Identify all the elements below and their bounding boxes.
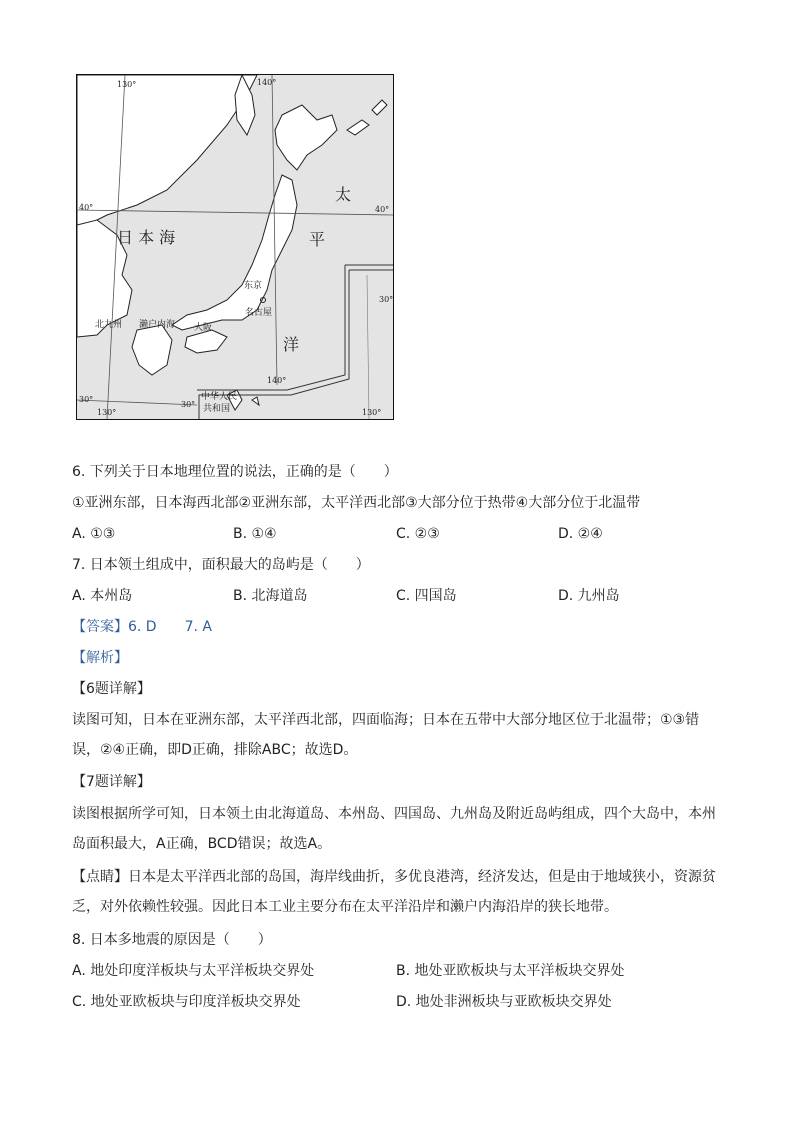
q8-option-c: C. 地处亚欧板块与印度洋板块交界处 bbox=[72, 994, 301, 1010]
label-lat-40-left: 40° bbox=[79, 203, 94, 212]
q7-option-d: D. 九州岛 bbox=[558, 588, 620, 604]
analysis-label: 【解析】 bbox=[72, 650, 128, 666]
q6-stem: 6. 下列关于日本地理位置的说法，正确的是（ ） bbox=[72, 464, 398, 480]
answer-label: 【答案】 bbox=[72, 619, 128, 635]
q7-option-a: A. 本州岛 bbox=[72, 588, 133, 604]
label-sea-of-japan: 日 本 海 bbox=[117, 228, 176, 247]
label-lon-140-bottom: 140° bbox=[267, 376, 287, 385]
label-lon-130: 130° bbox=[117, 80, 137, 89]
japan-map bbox=[76, 74, 394, 420]
q7-stem: 7. 日本领土组成中，面积最大的岛屿是（ ） bbox=[72, 557, 370, 573]
label-lon-130-inset: 130° bbox=[362, 408, 382, 417]
q6-statements: ①亚洲东部，日本海西北部②亚洲东部，太平洋西北部③大部分位于热带④大部分位于北温带 bbox=[72, 495, 641, 511]
detail6-title: 【6题详解】 bbox=[72, 681, 151, 697]
q7-option-b: B. 北海道岛 bbox=[233, 588, 308, 604]
label-seto-inland-sea: 濑户内海 bbox=[139, 320, 176, 330]
label-china-1: 中华人民 bbox=[201, 392, 238, 402]
label-lat-30-bottom: 30° bbox=[181, 400, 196, 409]
q8-option-b: B. 地处亚欧板块与太平洋板块交界处 bbox=[396, 963, 625, 979]
answer-value: 6. D 7. A bbox=[128, 619, 212, 635]
label-pacific-3: 洋 bbox=[283, 335, 300, 354]
q6-option-c: C. ②③ bbox=[396, 526, 440, 542]
q6-option-a: A. ①③ bbox=[72, 526, 116, 542]
q8-stem: 8. 日本多地震的原因是（ ） bbox=[72, 932, 272, 948]
note-label: 【点睛】 bbox=[72, 869, 128, 885]
detail7-title: 【7题详解】 bbox=[72, 774, 151, 790]
label-china-2: 共和国 bbox=[203, 404, 231, 414]
label-lat-30-inset: 30° bbox=[379, 295, 393, 304]
q8-option-d: D. 地处非洲板块与亚欧板块交界处 bbox=[396, 994, 612, 1010]
label-lon-130-bottom: 130° bbox=[97, 408, 117, 417]
note-text: 日本是太平洋西北部的岛国，海岸线曲折，多优良港湾，经济发达，但是由于地域狭小，资源贫乏，对外依赖性较强。因此日本工业主要分布在太平洋沿岸和濑户内海沿岸的狭长地带。 bbox=[72, 869, 716, 915]
label-nagoya: 名古屋 bbox=[245, 308, 273, 318]
q8-option-a: A. 地处印度洋板块与太平洋板块交界处 bbox=[72, 963, 315, 979]
label-lat-30-left: 30° bbox=[79, 395, 94, 404]
label-pacific-1: 太 bbox=[335, 185, 352, 204]
answer-line bbox=[72, 617, 212, 637]
label-lon-140: 140° bbox=[257, 78, 277, 87]
detail6-text: 读图可知，日本在亚洲东部，太平洋西北部，四面临海；日本在五带中大部分地区位于北温带；①③错误，②④正确，即D正确，排除ABC；故选D。 bbox=[72, 712, 700, 758]
q7-option-c: C. 四国岛 bbox=[396, 588, 457, 604]
q6-option-d: D. ②④ bbox=[558, 526, 603, 542]
label-pacific-2: 平 bbox=[309, 230, 326, 249]
map-svg bbox=[77, 75, 393, 419]
label-osaka: 大阪 bbox=[194, 323, 213, 333]
q6-option-b: B. ①④ bbox=[233, 526, 277, 542]
label-lat-40-right: 40° bbox=[375, 205, 390, 214]
detail7-text: 读图根据所学可知，日本领土由北海道岛、本州岛、四国岛、九州岛及附近岛屿组成，四个大岛中，本州岛面积最大，A正确，BCD错误；故选A。 bbox=[72, 806, 716, 852]
label-tokyo: 东京 bbox=[244, 281, 263, 291]
note-block bbox=[72, 862, 722, 922]
label-kitakyushu: 北九州 bbox=[95, 320, 123, 330]
